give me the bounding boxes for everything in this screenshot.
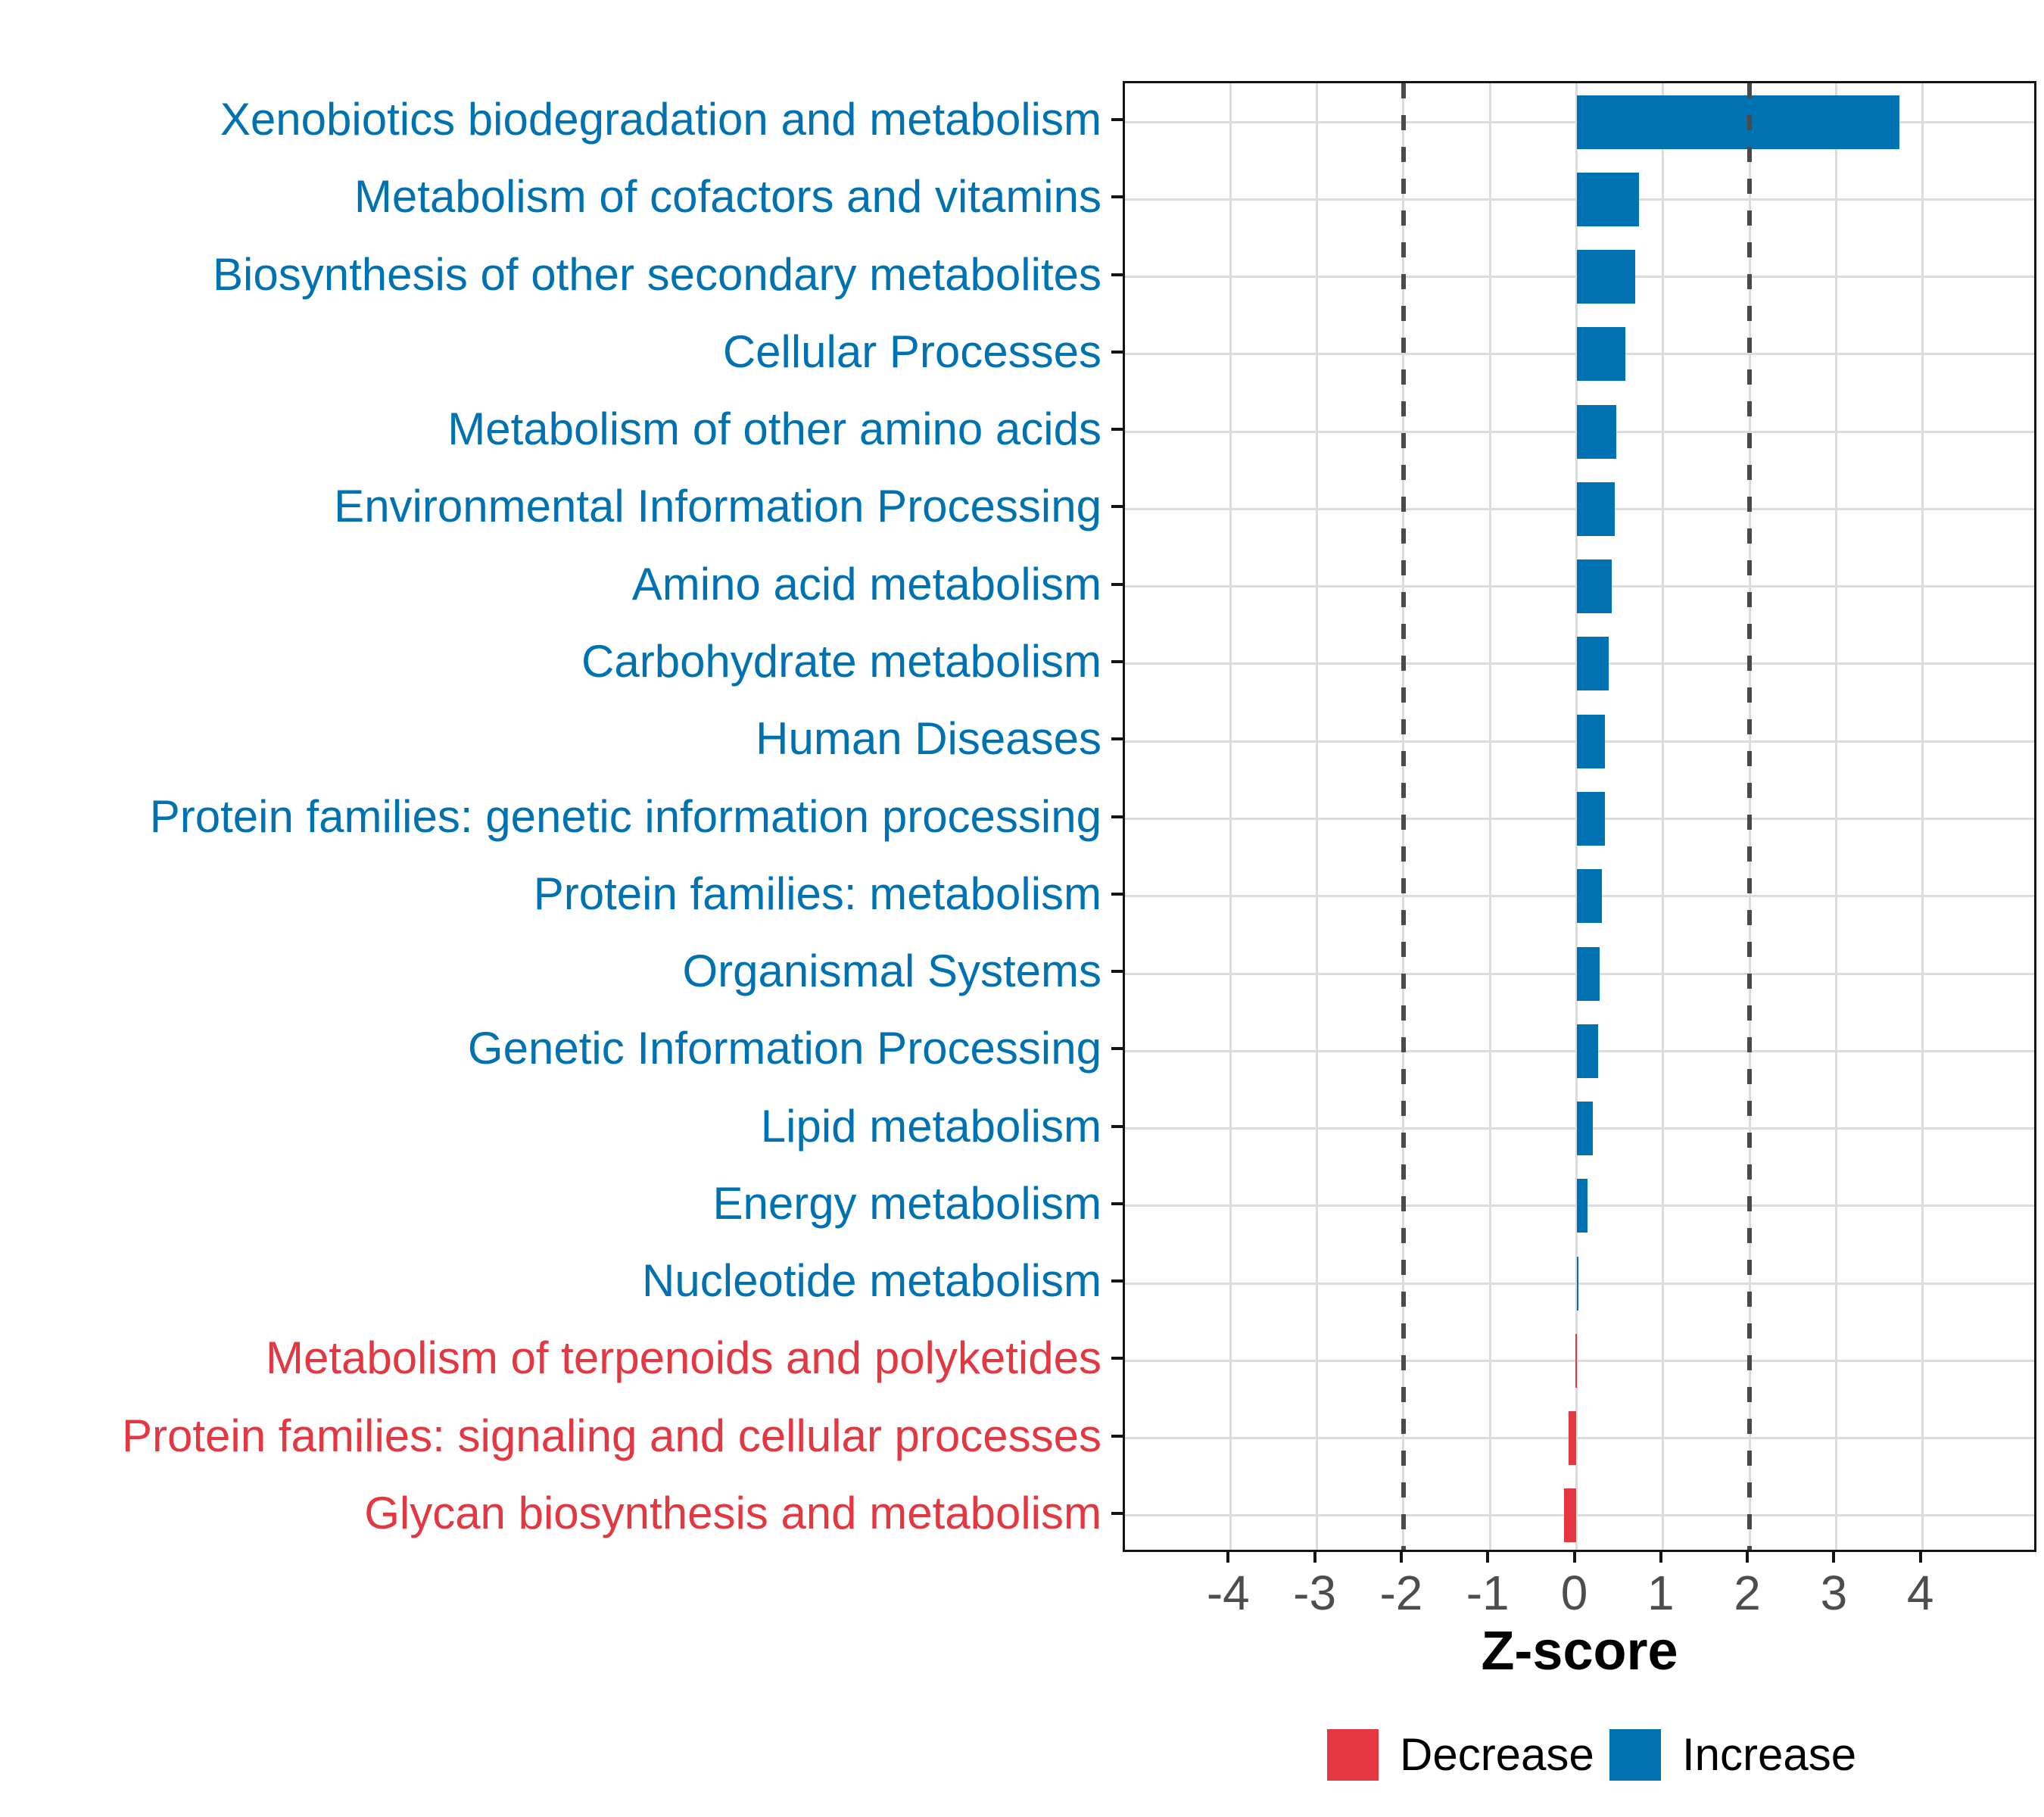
bar <box>1577 250 1636 304</box>
bar <box>1575 1334 1576 1388</box>
y-axis-tick <box>1111 273 1123 276</box>
category-label: Amino acid metabolism <box>631 558 1101 609</box>
y-axis-tick <box>1111 737 1123 740</box>
x-axis-tick <box>1832 1552 1835 1563</box>
y-axis-tick <box>1111 505 1123 508</box>
bar <box>1577 947 1600 1001</box>
x-tick-label: 1 <box>1647 1566 1675 1620</box>
y-axis-tick <box>1111 1435 1123 1438</box>
gridline-y <box>1125 1437 2034 1439</box>
bar <box>1577 405 1617 459</box>
threshold-line <box>1747 83 1752 1550</box>
gridline-x <box>1662 83 1664 1550</box>
bar <box>1577 95 1899 149</box>
x-tick-label: 2 <box>1734 1566 1761 1620</box>
x-tick-label: 0 <box>1560 1566 1588 1620</box>
y-axis-tick <box>1111 118 1123 121</box>
x-axis-tick <box>1486 1552 1489 1563</box>
category-label: Human Diseases <box>756 713 1101 765</box>
y-axis-tick <box>1111 428 1123 431</box>
y-axis-tick <box>1111 195 1123 198</box>
y-axis-tick <box>1111 1202 1123 1205</box>
category-label: Environmental Information Processing <box>334 481 1101 532</box>
category-label: Metabolism of terpenoids and polyketides <box>266 1332 1101 1384</box>
x-tick-label: -2 <box>1379 1566 1423 1620</box>
bar <box>1577 173 1639 226</box>
x-axis-tick <box>1573 1552 1576 1563</box>
category-label: Organismal Systems <box>682 946 1101 997</box>
bar <box>1577 792 1606 846</box>
y-axis-tick <box>1111 1125 1123 1128</box>
category-label: Protein families: metabolism <box>533 868 1101 919</box>
bar <box>1577 1024 1599 1078</box>
x-axis-tick <box>1313 1552 1316 1563</box>
y-axis-tick <box>1111 893 1123 896</box>
y-axis-tick <box>1111 1047 1123 1050</box>
y-axis-tick <box>1111 1512 1123 1515</box>
legend-label-increase: Increase <box>1682 1729 1857 1780</box>
bar <box>1577 327 1625 381</box>
gridline-x <box>1489 83 1491 1550</box>
legend-key-decrease <box>1327 1729 1379 1781</box>
bar <box>1577 559 1612 613</box>
x-tick-label: -3 <box>1293 1566 1337 1620</box>
x-axis-tick <box>1659 1552 1662 1563</box>
category-label: Lipid metabolism <box>760 1100 1101 1152</box>
gridline-x <box>1229 83 1232 1550</box>
bar <box>1577 869 1602 923</box>
category-label: Energy metabolism <box>712 1177 1101 1229</box>
bar <box>1577 715 1606 768</box>
category-label: Nucleotide metabolism <box>642 1255 1101 1307</box>
bar <box>1577 482 1615 536</box>
gridline-x <box>1316 83 1318 1550</box>
x-axis-tick <box>1919 1552 1922 1563</box>
y-axis-tick <box>1111 1357 1123 1360</box>
plot-panel <box>1123 81 2036 1552</box>
category-label: Biosynthesis of other secondary metabolites <box>213 248 1101 300</box>
y-axis-tick <box>1111 583 1123 586</box>
bar <box>1577 1257 1578 1311</box>
category-label: Cellular Processes <box>722 326 1101 377</box>
x-axis-tick <box>1746 1552 1749 1563</box>
gridline-y <box>1125 1282 2034 1285</box>
category-label: Xenobiotics biodegradation and metabolism <box>220 94 1101 145</box>
bar <box>1577 1179 1588 1233</box>
x-tick-label: 3 <box>1820 1566 1848 1620</box>
x-axis-title: Z-score <box>1481 1621 1678 1681</box>
gridline-x <box>1835 83 1837 1550</box>
x-tick-label: 4 <box>1906 1566 1934 1620</box>
y-axis-tick <box>1111 351 1123 354</box>
y-axis-tick <box>1111 1279 1123 1282</box>
category-label: Genetic Information Processing <box>467 1023 1101 1074</box>
category-label: Glycan biosynthesis and metabolism <box>364 1487 1101 1538</box>
legend <box>0 1729 2044 1782</box>
category-label: Carbohydrate metabolism <box>581 635 1101 687</box>
gridline-x <box>1921 83 1924 1550</box>
y-axis-tick <box>1111 970 1123 973</box>
bar <box>1569 1411 1576 1465</box>
bar <box>1577 1102 1594 1155</box>
bar <box>1564 1488 1576 1542</box>
gridline-y <box>1125 1514 2034 1516</box>
y-axis-tick <box>1111 815 1123 818</box>
x-tick-label: -1 <box>1466 1566 1510 1620</box>
legend-key-increase <box>1609 1729 1661 1781</box>
legend-label-decrease: Decrease <box>1400 1729 1594 1780</box>
category-label: Protein families: signaling and cellular processes <box>122 1410 1101 1461</box>
x-tick-label: -4 <box>1206 1566 1250 1620</box>
threshold-line <box>1401 83 1406 1550</box>
gridline-y <box>1125 1360 2034 1362</box>
y-axis-tick <box>1111 660 1123 663</box>
category-label: Protein families: genetic information processing <box>149 790 1101 842</box>
x-axis-tick <box>1400 1552 1403 1563</box>
x-axis-tick <box>1226 1552 1229 1563</box>
category-label: Metabolism of other amino acids <box>447 404 1101 455</box>
bar <box>1577 637 1609 690</box>
category-label: Metabolism of cofactors and vitamins <box>354 171 1101 223</box>
